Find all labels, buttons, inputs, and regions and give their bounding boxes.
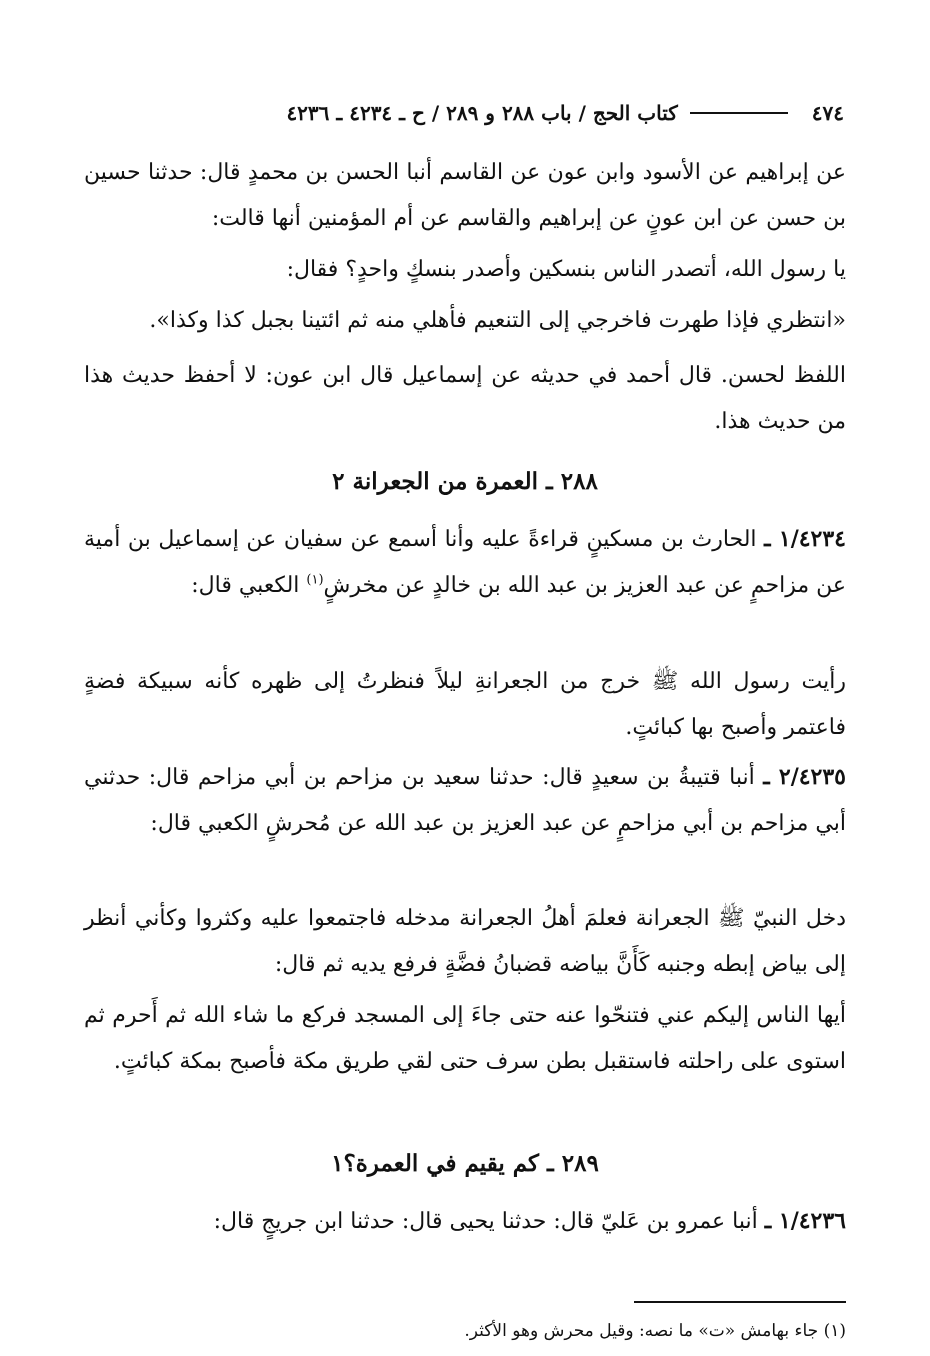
- hadith-4234-isnad: [84, 516, 846, 609]
- paragraph-isnad-continuation: عن إبراهيم عن الأسود وابن عون عن القاسم أنبا الحسن بن محمدٍ قال: حدثنا حسين بن حسن عن ابن عونٍ عن إبراهيم والقاسم عن أم المؤمنين أنها قالت:: [84, 160, 846, 231]
- hadith-number: ٢/٤٢٣٥ ـ: [763, 764, 846, 790]
- paragraph-answer: «انتظري فإذا طهرت فاخرجي إلى التنعيم فأهلي منه ثم ائتينا بجبل كذا وكذا».: [149, 308, 846, 333]
- isnad-text: أنبا عمرو بن عَليّ قال: حدثنا يحيى قال: حدثنا ابن جريجٍ قال:: [213, 1209, 758, 1234]
- hadith-4235-isnad: [84, 754, 846, 847]
- footnote-marker: (١): [306, 572, 324, 588]
- hadith-number: ١/٤٢٣٤ ـ: [764, 526, 846, 552]
- section-heading-289: ٢٨٩ ـ كم يقيم في العمرة؟١: [331, 1150, 599, 1177]
- header-rule: [690, 112, 788, 114]
- footnote: (١) جاء بهامش «ت» ما نصه: وقيل محرش وهو الأكثر.: [464, 1321, 846, 1341]
- paragraph-question: يا رسول الله، أتصدر الناس بنسكين وأصدر بنسكٍ واحدٍ؟ فقال:: [286, 257, 846, 282]
- isnad-text-end: الكعبي قال:: [191, 573, 300, 598]
- isnad-text: أنبا قتيبةُ بن سعيدٍ قال: حدثنا سعيد بن مزاحم بن أبي مزاحم قال: حدثني أبي مزاحم بن أبي مزاحمٍ عن عبد العزيز بن عبد الله عن مُحرشٍ الكعبي قال:: [84, 765, 846, 836]
- header-title: كتاب الحج / باب ٢٨٨ و ٢٨٩ / ح ـ ٤٢٣٤ ـ ٤٢٣٦: [286, 101, 678, 125]
- hadith-4235-matn-2: أيها الناس إليكم عني فتنحّوا عنه حتى جاءَ إلى المسجد فركع ما شاء الله ثم أَحرم ثم استوى على راحلته فاستقبل بطن سرف حتى لقي طريق مكة فأصبح بمكة كبائتٍ.: [84, 1003, 846, 1074]
- hadith-4236-isnad: [84, 1198, 846, 1245]
- isnad-text: الحارث بن مسكينٍ قراءةً عليه وأنا أسمع عن سفيان عن إسماعيل بن أمية عن مزاحمٍ عن عبد العزيز بن عبد الله بن خالدٍ عن مخرشٍ: [84, 527, 846, 598]
- hadith-4235-matn-1: دخل النبيّ ﷺ الجعرانة فعلمَ أهلُ الجعرانة مدخله فاجتمعوا عليه وكثروا وكأني أنظر إلى بياض إبطه وجنبه كَأَنَّ بياضه قضبانُ فضَّةٍ فرفع يديه ثم قال:: [84, 906, 846, 977]
- paragraph-wording-note: اللفظ لحسن. قال أحمد في حديثه عن إسماعيل قال ابن عون: لا أحفظ حديث هذا من حديث هذا.: [84, 363, 846, 434]
- hadith-4234-matn: رأيت رسول الله ﷺ خرج من الجعرانةِ ليلاً فنظرتُ إلى ظهره كأنه سبيكة فضةٍ فاعتمر وأصبح بها كبائتٍ.: [84, 669, 846, 740]
- page-number: ٤٧٤: [811, 101, 844, 125]
- running-header: [92, 96, 844, 130]
- footnote-divider: [634, 1301, 846, 1303]
- hadith-number: ١/٤٢٣٦ ـ: [764, 1208, 846, 1234]
- section-heading-288: ٢٨٨ ـ العمرة من الجعرانة ٢: [332, 468, 598, 495]
